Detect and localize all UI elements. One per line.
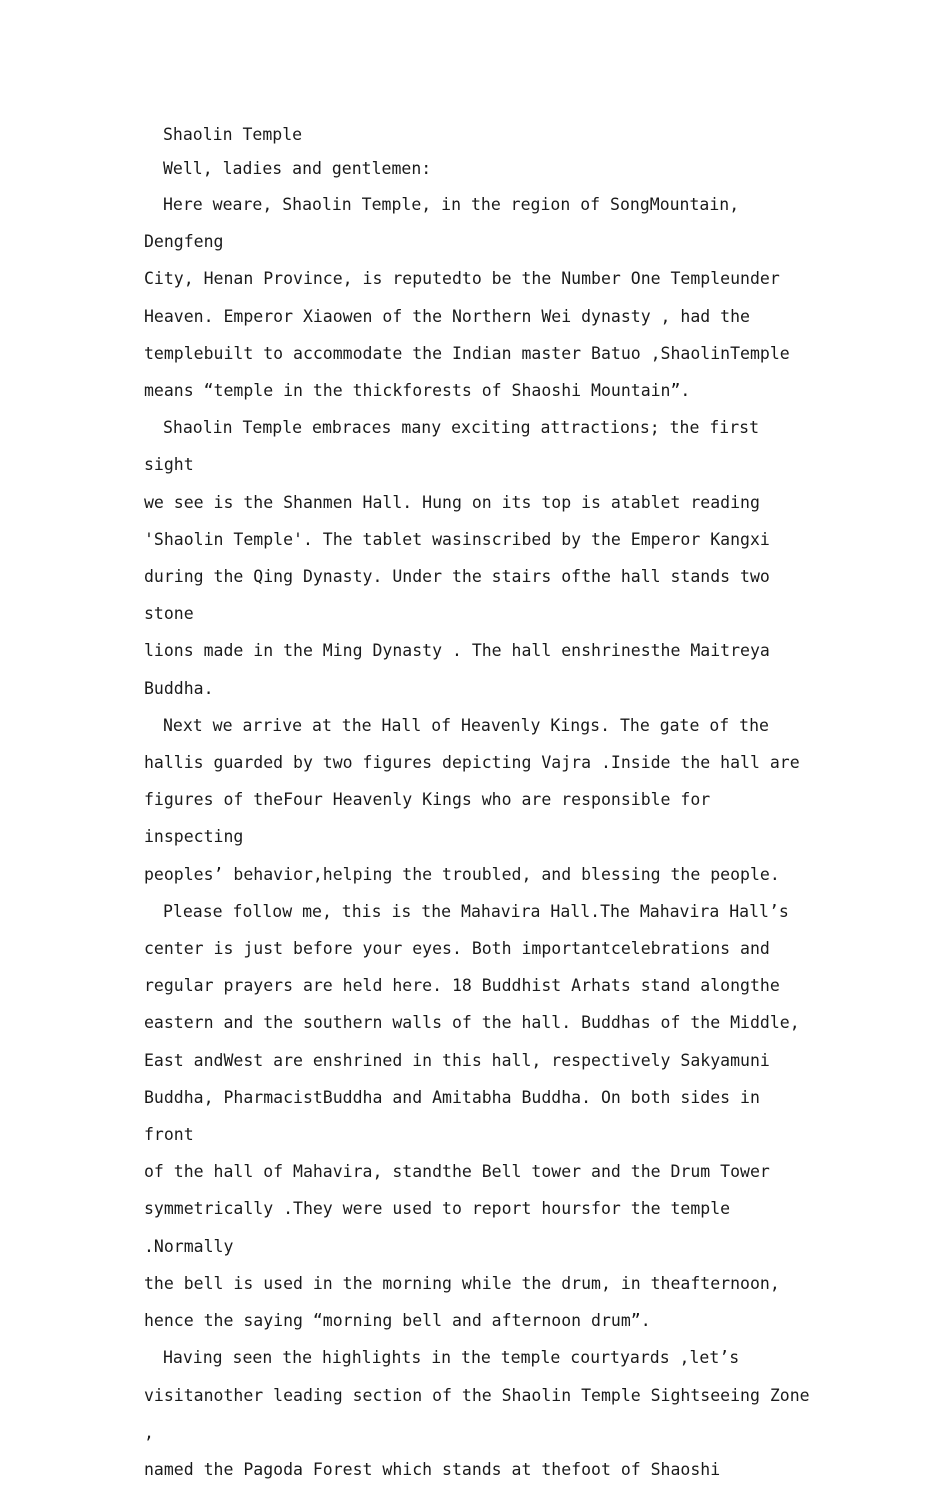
greeting-line: Well, ladies and gentlemen: bbox=[163, 159, 432, 178]
document-body bbox=[144, 118, 812, 1488]
paragraph-intro: Here weare, Shaolin Temple, in the region of SongMountain, Dengfeng City, Henan Province, is reputedto be the Number One Templeunder Heaven. Emperor Xiaowen of the Northern Wei dynasty , had the templebuilt to accommodate the Indian master Batuo ,ShaolinTemple means “temple in the thickforests of Shaoshi Mountain”. bbox=[144, 195, 790, 401]
paragraph-heavenly-kings: Next we arrive at the Hall of Heavenly Kings. The gate of the hallis guarded by two figures depicting Vajra .Inside the hall are figures of theFour Heavenly Kings who are responsible for inspecting peoples’ behavior,helping the troubled, and blessing the people. bbox=[144, 715, 800, 884]
document-title: Shaolin Temple bbox=[163, 125, 303, 144]
paragraph-mahavira-hall: Please follow me, this is the Mahavira Hall.The Mahavira Hall’s center is just before your eyes. Both importantcelebrations and regular prayers are held here. 18 Buddhist Arhats stand alongthe eastern and the southern walls of the hall. Buddhas of the Middle, East andWest are enshrined in this hall, respectively Sakyamuni Buddha, PharmacistBuddha and Amitabha Buddha. On both sides in front of the hall of Mahavira, standthe Bell tower and the Drum Tower symmetrically .They were used to report hoursfor the temple .Normally the bell is used in the morning while the drum, in theafternoon, hence the saying “morning bell and afternoon drum”. bbox=[144, 901, 800, 1331]
paragraph-shanmen-hall: Shaolin Temple embraces many exciting attractions; the first sight we see is the Shanmen Hall. Hung on its top is atablet reading 'Shaolin Temple'. The tablet wasinscribed by the Emperor Kangxi during the Qing Dynasty. Under the stairs ofthe hall stands two stone lions made in the Ming Dynasty . The hall enshrinesthe Maitreya Buddha. bbox=[144, 418, 770, 698]
paragraph-pagoda-forest: Having seen the highlights in the temple courtyards ,let’s visitanother leading section of the Shaolin Temple Sightseeing Zone , named the Pagoda Forest which stands at thefoot of Shaoshi bbox=[144, 1348, 810, 1479]
